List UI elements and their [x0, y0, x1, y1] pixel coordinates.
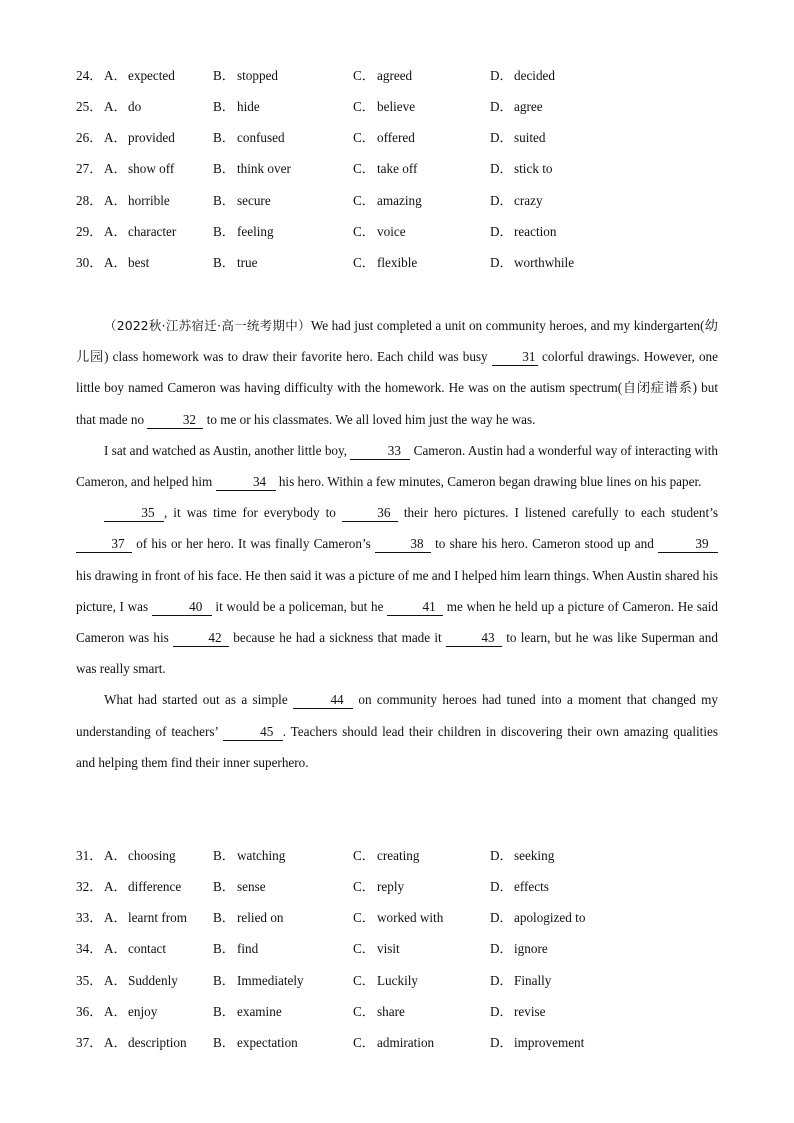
option-a: A．difference — [104, 879, 182, 894]
option-c: C． amazing — [353, 193, 422, 208]
question-number: 36． — [76, 1004, 103, 1019]
blank-40: 40 — [152, 598, 212, 616]
option-a: A．learnt from — [104, 910, 187, 925]
question-number: 25． — [76, 99, 103, 114]
option-c: C． flexible — [353, 255, 418, 270]
cloze-passage — [76, 310, 718, 778]
option-a: A．choosing — [104, 848, 176, 863]
option-a: A．character — [104, 224, 177, 239]
question-number: 28． — [76, 193, 103, 208]
question-number: 30． — [76, 255, 103, 270]
option-c: C． worked with — [353, 910, 444, 925]
blank-35: 35 — [104, 504, 164, 522]
option-b: B． relied on — [213, 910, 284, 925]
option-d: D．apologized to — [490, 910, 586, 925]
blank-38: 38 — [375, 535, 431, 553]
paragraph-1: （2022秋·江苏宿迁·高一统考期中）We had just completed a unit on community heroes, and my kindergarten(幼儿园) class homework was to draw their favorite hero. Each child was busy 31 colorful drawings. However, one little boy named Cameron was having difficulty with the homework. He was on the autism spectrum(自闭症谱系) but that made no 32 to me or his classmates. We all loved him just the way he was. — [76, 318, 719, 427]
blank-45: 45 — [223, 723, 283, 741]
option-d: D．stick to — [490, 161, 553, 176]
option-c: C． reply — [353, 879, 405, 894]
option-a: A．show off — [104, 161, 175, 176]
paragraph-2: I sat and watched as Austin, another little boy, 33 Cameron. Austin had a wonderful way of interacting with Cameron, and helped him 34 his hero. Within a few minutes, Cameron began drawing blue lines on his paper. — [76, 442, 718, 490]
paragraph-3: 35 , it was time for everybody to 36 their hero pictures. I listened carefully to each student’s 37 of his or her hero. It was finally Cameron’s 38 to share his hero. Cameron stood up and 39 his drawing in front of his face. He then said it was a picture of me and I helped him learn things. When Austin shared his picture, I was 40 it would be a policeman, but he 41 me when he held up a picture of Cameron. He said Cameron was his 42 because he had a sickness that made it 43 to learn, but he was like Superman and was really smart. — [76, 505, 718, 677]
option-b: B． feeling — [213, 224, 274, 239]
option-a: A．expected — [104, 68, 175, 83]
option-b: B． sense — [213, 879, 266, 894]
question-number: 31． — [76, 848, 103, 863]
option-a: A．Suddenly — [104, 973, 178, 988]
option-c: C． Luckily — [353, 973, 419, 988]
option-a: A．description — [104, 1035, 187, 1050]
blank-33: 33 — [350, 442, 410, 460]
blank-43: 43 — [446, 629, 502, 647]
option-a: A．best — [104, 255, 150, 270]
option-c: C． agreed — [353, 68, 413, 83]
blank-42: 42 — [173, 629, 229, 647]
option-b: B． find — [213, 941, 259, 956]
option-d: D．suited — [490, 130, 546, 145]
option-b: B． confused — [213, 130, 285, 145]
option-d: D．seeking — [490, 848, 555, 863]
blank-41: 41 — [387, 598, 443, 616]
option-d: D．Finally — [490, 973, 552, 988]
blank-39: 39 — [658, 535, 718, 553]
option-c: C． believe — [353, 99, 416, 114]
option-a: A．horrible — [104, 193, 170, 208]
option-d: D．effects — [490, 879, 549, 894]
question-number: 37． — [76, 1035, 103, 1050]
option-b: B． think over — [213, 161, 291, 176]
option-b: B． expectation — [213, 1035, 298, 1050]
option-a: A．enjoy — [104, 1004, 158, 1019]
option-b: B． watching — [213, 848, 286, 863]
option-b: B． hide — [213, 99, 260, 114]
blank-37: 37 — [76, 535, 132, 553]
option-a: A．contact — [104, 941, 167, 956]
question-number: 35． — [76, 973, 103, 988]
option-b: B． stopped — [213, 68, 279, 83]
option-b: B． true — [213, 255, 258, 270]
option-d: D．improvement — [490, 1035, 585, 1050]
option-c: C． visit — [353, 941, 400, 956]
option-d: D．worthwhile — [490, 255, 575, 270]
option-a: A．do — [104, 99, 142, 114]
option-c: C． creating — [353, 848, 420, 863]
option-c: C． take off — [353, 161, 418, 176]
blank-31: 31 — [492, 348, 538, 366]
option-a: A．provided — [104, 130, 175, 145]
question-number: 26． — [76, 130, 103, 145]
paragraph-4: What had started out as a simple 44 on community heroes had tuned into a moment that changed my understanding of teachers’ 45 . Teachers should lead their children in discovering their own amazing qualities and helping them find their inner superhero. — [76, 692, 718, 770]
option-c: C． offered — [353, 130, 415, 145]
option-b: B． Immediately — [213, 973, 304, 988]
blank-34: 34 — [216, 473, 276, 491]
option-c: C． voice — [353, 224, 406, 239]
option-c: C． share — [353, 1004, 405, 1019]
option-d: D．ignore — [490, 941, 548, 956]
option-b: B． secure — [213, 193, 271, 208]
blank-32: 32 — [147, 411, 203, 429]
question-number: 29． — [76, 224, 103, 239]
question-number: 32． — [76, 879, 103, 894]
blank-36: 36 — [342, 504, 398, 522]
source-label: （2022秋·江苏宿迁·高一统考期中） — [104, 318, 311, 333]
option-d: D．agree — [490, 99, 543, 114]
question-number: 27． — [76, 161, 103, 176]
blank-44: 44 — [293, 691, 353, 709]
question-number: 24． — [76, 68, 103, 83]
option-d: D．crazy — [490, 193, 543, 208]
question-number: 33． — [76, 910, 103, 925]
option-b: B． examine — [213, 1004, 282, 1019]
option-d: D．decided — [490, 68, 556, 83]
option-d: D．reaction — [490, 224, 557, 239]
question-number: 34． — [76, 941, 103, 956]
option-d: D．revise — [490, 1004, 546, 1019]
option-c: C． admiration — [353, 1035, 435, 1050]
